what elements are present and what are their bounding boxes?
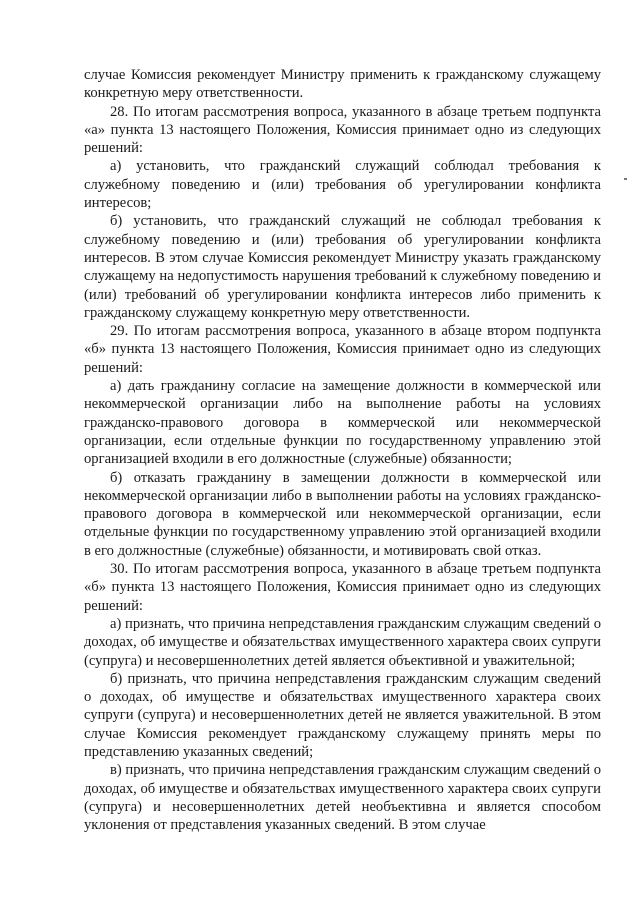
paragraph-item-29-b: б) отказать гражданину в замещении должности в коммерческой или некоммерческой организации либо в выполнении работы на условиях гражданско-правового договора в коммерческой или некоммерческой организации, если отдельные функции по государственному управлению этой организацией входили в его должностные (служебные) обязанности, и мотивировать свой отказ. xyxy=(84,469,601,559)
paragraph-item-30: 30. По итогам рассмотрения вопроса, указанного в абзаце третьем подпункта «б» пункта 13 настоящего Положения, Комиссия принимает одно из следующих решений: xyxy=(84,561,601,614)
paragraph-item-30-b: б) признать, что причина непредставления гражданским служащим сведений о доходах, об имуществе и обязательствах имущественного характера своих супруги (супруга) и несовершеннолетних детей не является уважительной. В этом случае Комиссия рекомендует гражданскому служащему принять меры по представлению указанных сведений; xyxy=(84,670,601,760)
paragraph-item-30-c: в) признать, что причина непредставления гражданским служащим сведений о доходах, об имуществе и обязательствах имущественного характера своих супруги (супруга) и несовершеннолетних детей необъективна и является способом уклонения от представления указанных сведений. В этом случае xyxy=(84,762,601,834)
paragraph-continuation: случае Комиссия рекомендует Министру применить к гражданскому служащему конкретную меру ответственности. xyxy=(84,67,601,102)
document-body xyxy=(84,66,601,834)
paragraph-item-28-a: а) установить, что гражданский служащий соблюдал требования к служебному поведению и (или) требования об урегулировании конфликта интересов; xyxy=(84,158,601,212)
paragraph-item-29-a: а) дать гражданину согласие на замещение должности в коммерческой или некоммерческой организации либо на выполнение работы на условиях гражданско-правового договора в коммерческой или некоммерческой организации, если отдельные функции по государственному управлению этой организацией входили в его должностные (служебные) обязанности; xyxy=(84,378,601,468)
paragraph-item-28-b: б) установить, что гражданский служащий не соблюдал требования к служебному поведению и (или) требования об урегулировании конфликта интересов. В этом случае Комиссия рекомендует Министру указать гражданскому служащему на недопустимость нарушения требований к служебному поведению и (или) требований об урегулировании конфликта интересов либо применить к гражданскому служащему конкретную меру ответственности. xyxy=(84,213,601,321)
paragraph-item-29: 29. По итогам рассмотрения вопроса, указанного в абзаце втором подпункта «б» пункта 13 настоящего Положения, Комиссия принимает одно из следующих решений: xyxy=(84,323,601,376)
paragraph-item-30-a: а) признать, что причина непредставления гражданским служащим сведений о доходах, об имуществе и обязательствах имущественного характера своих супруги (супруга) и несовершеннолетних детей является объективной и уважительной; xyxy=(84,615,601,669)
paragraph-item-28: 28. По итогам рассмотрения вопроса, указанного в абзаце третьем подпункта «а» пункта 13 настоящего Положения, Комиссия принимает одно из следующих решений: xyxy=(84,103,601,157)
scan-speck xyxy=(624,178,627,180)
